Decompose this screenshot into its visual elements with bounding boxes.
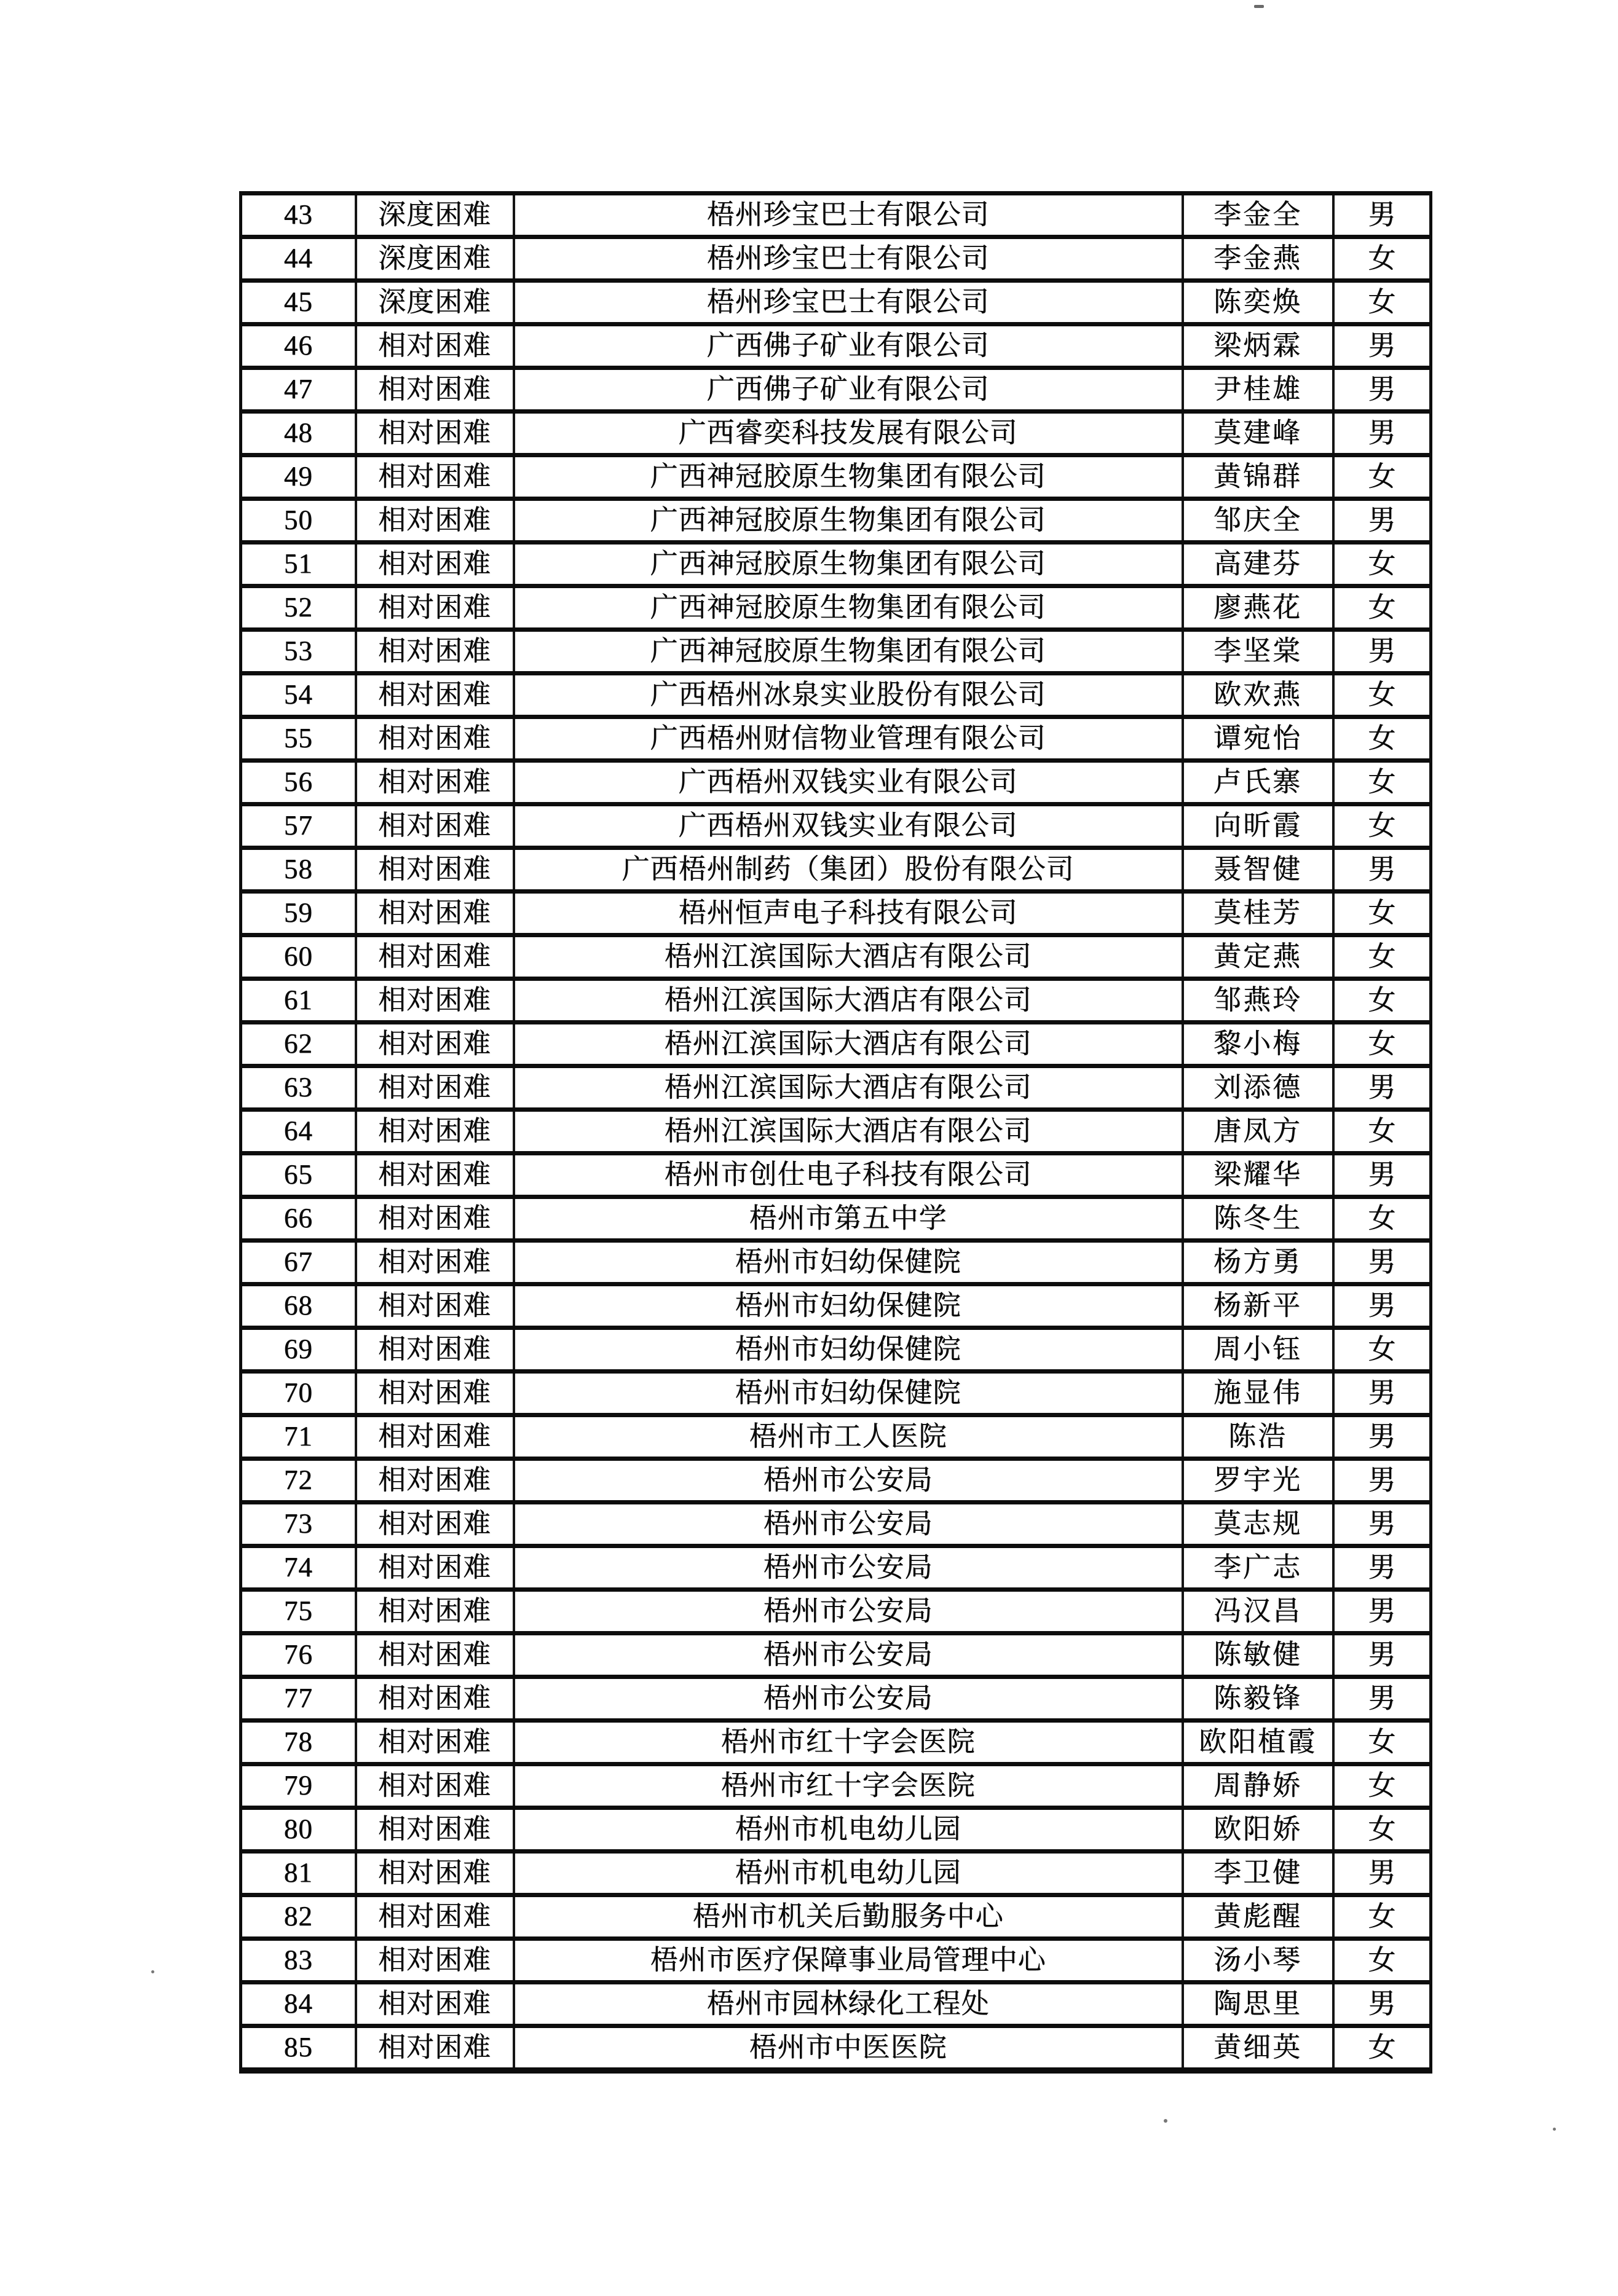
gender-cell: 女 (1333, 586, 1431, 630)
gender-cell: 男 (1333, 1590, 1431, 1634)
category-cell: 相对困难 (356, 1241, 514, 1284)
person-name-cell: 黄细英 (1183, 2026, 1333, 2071)
gender-cell: 女 (1333, 455, 1431, 499)
company-cell: 广西梧州冰泉实业股份有限公司 (514, 674, 1183, 717)
person-name-cell: 杨新平 (1183, 1284, 1333, 1328)
table-row (241, 455, 1431, 499)
company-cell: 广西神冠胶原生物集团有限公司 (514, 455, 1183, 499)
company-cell: 梧州市机关后勤服务中心 (514, 1895, 1183, 1939)
company-cell: 梧州市妇幼保健院 (514, 1372, 1183, 1415)
table-row (241, 1023, 1431, 1066)
row-number-cell: 79 (241, 1764, 356, 1808)
table-row (241, 1154, 1431, 1197)
table-row (241, 1677, 1431, 1721)
row-number-cell: 62 (241, 1023, 356, 1066)
category-cell: 相对困难 (356, 674, 514, 717)
category-cell: 相对困难 (356, 543, 514, 586)
category-cell: 相对困难 (356, 892, 514, 935)
company-cell: 广西神冠胶原生物集团有限公司 (514, 586, 1183, 630)
gender-cell: 女 (1333, 1764, 1431, 1808)
table-row (241, 368, 1431, 412)
gender-cell: 女 (1333, 2026, 1431, 2071)
scan-artifact-dot (151, 1970, 154, 1973)
company-cell: 梧州市医疗保障事业局管理中心 (514, 1939, 1183, 1983)
person-name-cell: 尹桂雄 (1183, 368, 1333, 412)
row-number-cell: 50 (241, 499, 356, 543)
gender-cell: 男 (1333, 630, 1431, 674)
person-name-cell: 黄彪醒 (1183, 1895, 1333, 1939)
person-name-cell: 欧阳植霞 (1183, 1721, 1333, 1764)
gender-cell: 女 (1333, 281, 1431, 324)
table-row (241, 1721, 1431, 1764)
gender-cell: 女 (1333, 892, 1431, 935)
person-name-cell: 黄锦群 (1183, 455, 1333, 499)
row-number-cell: 58 (241, 848, 356, 892)
gender-cell: 女 (1333, 804, 1431, 848)
gender-cell: 男 (1333, 1459, 1431, 1503)
roster-table-body (241, 194, 1431, 2071)
person-name-cell: 李广志 (1183, 1546, 1333, 1590)
person-name-cell: 谭宛怡 (1183, 717, 1333, 761)
row-number-cell: 54 (241, 674, 356, 717)
row-number-cell: 57 (241, 804, 356, 848)
gender-cell: 女 (1333, 935, 1431, 979)
category-cell: 相对困难 (356, 1634, 514, 1677)
table-row (241, 1066, 1431, 1110)
company-cell: 广西梧州财信物业管理有限公司 (514, 717, 1183, 761)
person-name-cell: 陈奕焕 (1183, 281, 1333, 324)
gender-cell: 女 (1333, 1023, 1431, 1066)
person-name-cell: 黄定燕 (1183, 935, 1333, 979)
gender-cell: 男 (1333, 848, 1431, 892)
category-cell: 深度困难 (356, 281, 514, 324)
row-number-cell: 45 (241, 281, 356, 324)
person-name-cell: 陈浩 (1183, 1415, 1333, 1459)
table-row (241, 1939, 1431, 1983)
gender-cell: 男 (1333, 1677, 1431, 1721)
category-cell: 相对困难 (356, 324, 514, 368)
company-cell: 梧州市妇幼保健院 (514, 1241, 1183, 1284)
company-cell: 广西神冠胶原生物集团有限公司 (514, 499, 1183, 543)
person-name-cell: 周静娇 (1183, 1764, 1333, 1808)
category-cell: 相对困难 (356, 499, 514, 543)
row-number-cell: 44 (241, 237, 356, 281)
gender-cell: 男 (1333, 412, 1431, 455)
row-number-cell: 68 (241, 1284, 356, 1328)
category-cell: 相对困难 (356, 1415, 514, 1459)
company-cell: 梧州江滨国际大酒店有限公司 (514, 1066, 1183, 1110)
category-cell: 相对困难 (356, 1852, 514, 1895)
company-cell: 梧州恒声电子科技有限公司 (514, 892, 1183, 935)
category-cell: 深度困难 (356, 194, 514, 237)
person-name-cell: 李金燕 (1183, 237, 1333, 281)
person-name-cell: 刘添德 (1183, 1066, 1333, 1110)
company-cell: 梧州市妇幼保健院 (514, 1328, 1183, 1372)
category-cell: 相对困难 (356, 1503, 514, 1546)
person-name-cell: 邹庆全 (1183, 499, 1333, 543)
category-cell: 相对困难 (356, 1284, 514, 1328)
company-cell: 梧州市公安局 (514, 1590, 1183, 1634)
table-row (241, 499, 1431, 543)
category-cell: 相对困难 (356, 455, 514, 499)
person-name-cell: 梁耀华 (1183, 1154, 1333, 1197)
company-cell: 广西梧州双钱实业有限公司 (514, 804, 1183, 848)
gender-cell: 女 (1333, 1939, 1431, 1983)
gender-cell: 男 (1333, 1415, 1431, 1459)
gender-cell: 女 (1333, 674, 1431, 717)
table-row (241, 543, 1431, 586)
gender-cell: 女 (1333, 1197, 1431, 1241)
gender-cell: 女 (1333, 979, 1431, 1023)
person-name-cell: 黎小梅 (1183, 1023, 1333, 1066)
table-row (241, 1241, 1431, 1284)
category-cell: 深度困难 (356, 237, 514, 281)
table-row (241, 892, 1431, 935)
row-number-cell: 72 (241, 1459, 356, 1503)
person-name-cell: 聂智健 (1183, 848, 1333, 892)
gender-cell: 男 (1333, 1983, 1431, 2026)
table-row (241, 1808, 1431, 1852)
person-name-cell: 罗宇光 (1183, 1459, 1333, 1503)
table-row (241, 1197, 1431, 1241)
category-cell: 相对困难 (356, 1154, 514, 1197)
category-cell: 相对困难 (356, 761, 514, 804)
row-number-cell: 75 (241, 1590, 356, 1634)
category-cell: 相对困难 (356, 1677, 514, 1721)
row-number-cell: 51 (241, 543, 356, 586)
row-number-cell: 80 (241, 1808, 356, 1852)
gender-cell: 男 (1333, 1372, 1431, 1415)
table-row (241, 1372, 1431, 1415)
company-cell: 广西梧州双钱实业有限公司 (514, 761, 1183, 804)
row-number-cell: 74 (241, 1546, 356, 1590)
person-name-cell: 陈敏健 (1183, 1634, 1333, 1677)
row-number-cell: 77 (241, 1677, 356, 1721)
person-name-cell: 邹燕玲 (1183, 979, 1333, 1023)
table-row (241, 1764, 1431, 1808)
person-name-cell: 陈冬生 (1183, 1197, 1333, 1241)
gender-cell: 女 (1333, 543, 1431, 586)
company-cell: 梧州市中医医院 (514, 2026, 1183, 2071)
gender-cell: 男 (1333, 194, 1431, 237)
category-cell: 相对困难 (356, 1546, 514, 1590)
person-name-cell: 莫建峰 (1183, 412, 1333, 455)
company-cell: 广西梧州制药（集团）股份有限公司 (514, 848, 1183, 892)
category-cell: 相对困难 (356, 368, 514, 412)
row-number-cell: 46 (241, 324, 356, 368)
table-row (241, 1503, 1431, 1546)
category-cell: 相对困难 (356, 1459, 514, 1503)
row-number-cell: 59 (241, 892, 356, 935)
gender-cell: 男 (1333, 1546, 1431, 1590)
category-cell: 相对困难 (356, 1721, 514, 1764)
person-name-cell: 李坚棠 (1183, 630, 1333, 674)
hardship-roster-table (239, 191, 1432, 2074)
person-name-cell: 卢氏寨 (1183, 761, 1333, 804)
category-cell: 相对困难 (356, 412, 514, 455)
gender-cell: 男 (1333, 1154, 1431, 1197)
category-cell: 相对困难 (356, 979, 514, 1023)
person-name-cell: 唐凤方 (1183, 1110, 1333, 1154)
person-name-cell: 欧阳娇 (1183, 1808, 1333, 1852)
person-name-cell: 欧欢燕 (1183, 674, 1333, 717)
person-name-cell: 向昕霞 (1183, 804, 1333, 848)
company-cell: 梧州市机电幼儿园 (514, 1852, 1183, 1895)
category-cell: 相对困难 (356, 804, 514, 848)
gender-cell: 男 (1333, 1852, 1431, 1895)
table-row (241, 237, 1431, 281)
company-cell: 梧州珍宝巴士有限公司 (514, 237, 1183, 281)
person-name-cell: 杨方勇 (1183, 1241, 1333, 1284)
row-number-cell: 84 (241, 1983, 356, 2026)
company-cell: 广西睿奕科技发展有限公司 (514, 412, 1183, 455)
gender-cell: 女 (1333, 1721, 1431, 1764)
person-name-cell: 李卫健 (1183, 1852, 1333, 1895)
company-cell: 梧州市工人医院 (514, 1415, 1183, 1459)
scan-artifact-dot (1553, 2128, 1556, 2131)
company-cell: 广西神冠胶原生物集团有限公司 (514, 543, 1183, 586)
person-name-cell: 冯汉昌 (1183, 1590, 1333, 1634)
table-row (241, 1852, 1431, 1895)
table-row (241, 979, 1431, 1023)
gender-cell: 男 (1333, 499, 1431, 543)
table-row (241, 1983, 1431, 2026)
gender-cell: 女 (1333, 1110, 1431, 1154)
row-number-cell: 85 (241, 2026, 356, 2071)
person-name-cell: 李金全 (1183, 194, 1333, 237)
category-cell: 相对困难 (356, 586, 514, 630)
category-cell: 相对困难 (356, 1808, 514, 1852)
company-cell: 梧州市机电幼儿园 (514, 1808, 1183, 1852)
table-row (241, 1459, 1431, 1503)
row-number-cell: 56 (241, 761, 356, 804)
category-cell: 相对困难 (356, 1895, 514, 1939)
company-cell: 梧州市园林绿化工程处 (514, 1983, 1183, 2026)
table-row (241, 1284, 1431, 1328)
gender-cell: 男 (1333, 1503, 1431, 1546)
table-row (241, 2026, 1431, 2071)
row-number-cell: 76 (241, 1634, 356, 1677)
company-cell: 广西佛子矿业有限公司 (514, 368, 1183, 412)
person-name-cell: 梁炳霖 (1183, 324, 1333, 368)
company-cell: 梧州市第五中学 (514, 1197, 1183, 1241)
table-row (241, 1328, 1431, 1372)
category-cell: 相对困难 (356, 1066, 514, 1110)
gender-cell: 女 (1333, 237, 1431, 281)
table-row (241, 412, 1431, 455)
table-row (241, 717, 1431, 761)
gender-cell: 女 (1333, 1808, 1431, 1852)
person-name-cell: 莫志规 (1183, 1503, 1333, 1546)
category-cell: 相对困难 (356, 848, 514, 892)
table-row (241, 1110, 1431, 1154)
row-number-cell: 49 (241, 455, 356, 499)
category-cell: 相对困难 (356, 1590, 514, 1634)
category-cell: 相对困难 (356, 2026, 514, 2071)
row-number-cell: 60 (241, 935, 356, 979)
table-row (241, 194, 1431, 237)
person-name-cell: 高建芬 (1183, 543, 1333, 586)
gender-cell: 女 (1333, 1895, 1431, 1939)
table-row (241, 804, 1431, 848)
row-number-cell: 64 (241, 1110, 356, 1154)
table-row (241, 1590, 1431, 1634)
company-cell: 梧州珍宝巴士有限公司 (514, 281, 1183, 324)
row-number-cell: 43 (241, 194, 356, 237)
company-cell: 梧州市公安局 (514, 1459, 1183, 1503)
company-cell: 梧州市红十字会医院 (514, 1764, 1183, 1808)
table-row (241, 630, 1431, 674)
row-number-cell: 65 (241, 1154, 356, 1197)
gender-cell: 男 (1333, 1066, 1431, 1110)
category-cell: 相对困难 (356, 1372, 514, 1415)
category-cell: 相对困难 (356, 1328, 514, 1372)
company-cell: 梧州江滨国际大酒店有限公司 (514, 1023, 1183, 1066)
person-name-cell: 陈毅锋 (1183, 1677, 1333, 1721)
table-row (241, 674, 1431, 717)
category-cell: 相对困难 (356, 1023, 514, 1066)
category-cell: 相对困难 (356, 630, 514, 674)
row-number-cell: 53 (241, 630, 356, 674)
table-row (241, 1415, 1431, 1459)
row-number-cell: 67 (241, 1241, 356, 1284)
person-name-cell: 莫桂芳 (1183, 892, 1333, 935)
row-number-cell: 71 (241, 1415, 356, 1459)
category-cell: 相对困难 (356, 1110, 514, 1154)
category-cell: 相对困难 (356, 935, 514, 979)
table-row (241, 1895, 1431, 1939)
table-row (241, 1546, 1431, 1590)
person-name-cell: 廖燕花 (1183, 586, 1333, 630)
gender-cell: 男 (1333, 1241, 1431, 1284)
table-row (241, 848, 1431, 892)
company-cell: 梧州市创仕电子科技有限公司 (514, 1154, 1183, 1197)
row-number-cell: 81 (241, 1852, 356, 1895)
table-row (241, 1634, 1431, 1677)
category-cell: 相对困难 (356, 1983, 514, 2026)
person-name-cell: 汤小琴 (1183, 1939, 1333, 1983)
company-cell: 广西佛子矿业有限公司 (514, 324, 1183, 368)
table-row (241, 935, 1431, 979)
row-number-cell: 78 (241, 1721, 356, 1764)
row-number-cell: 70 (241, 1372, 356, 1415)
category-cell: 相对困难 (356, 717, 514, 761)
company-cell: 梧州市公安局 (514, 1677, 1183, 1721)
gender-cell: 男 (1333, 368, 1431, 412)
row-number-cell: 52 (241, 586, 356, 630)
category-cell: 相对困难 (356, 1764, 514, 1808)
company-cell: 梧州市公安局 (514, 1546, 1183, 1590)
row-number-cell: 63 (241, 1066, 356, 1110)
table-row (241, 761, 1431, 804)
category-cell: 相对困难 (356, 1939, 514, 1983)
company-cell: 梧州珍宝巴士有限公司 (514, 194, 1183, 237)
scan-artifact-dash (1254, 5, 1264, 8)
scan-artifact-dot (1164, 2119, 1167, 2123)
company-cell: 梧州市公安局 (514, 1503, 1183, 1546)
row-number-cell: 55 (241, 717, 356, 761)
company-cell: 梧州市红十字会医院 (514, 1721, 1183, 1764)
table-row (241, 281, 1431, 324)
gender-cell: 男 (1333, 1634, 1431, 1677)
company-cell: 广西神冠胶原生物集团有限公司 (514, 630, 1183, 674)
company-cell: 梧州江滨国际大酒店有限公司 (514, 935, 1183, 979)
company-cell: 梧州江滨国际大酒店有限公司 (514, 979, 1183, 1023)
row-number-cell: 66 (241, 1197, 356, 1241)
row-number-cell: 61 (241, 979, 356, 1023)
gender-cell: 女 (1333, 1328, 1431, 1372)
row-number-cell: 82 (241, 1895, 356, 1939)
company-cell: 梧州市妇幼保健院 (514, 1284, 1183, 1328)
table-row (241, 586, 1431, 630)
person-name-cell: 周小钰 (1183, 1328, 1333, 1372)
company-cell: 梧州江滨国际大酒店有限公司 (514, 1110, 1183, 1154)
row-number-cell: 69 (241, 1328, 356, 1372)
person-name-cell: 陶思里 (1183, 1983, 1333, 2026)
row-number-cell: 48 (241, 412, 356, 455)
row-number-cell: 47 (241, 368, 356, 412)
row-number-cell: 83 (241, 1939, 356, 1983)
category-cell: 相对困难 (356, 1197, 514, 1241)
gender-cell: 男 (1333, 324, 1431, 368)
gender-cell: 女 (1333, 717, 1431, 761)
table-row (241, 324, 1431, 368)
row-number-cell: 73 (241, 1503, 356, 1546)
gender-cell: 女 (1333, 761, 1431, 804)
gender-cell: 男 (1333, 1284, 1431, 1328)
company-cell: 梧州市公安局 (514, 1634, 1183, 1677)
person-name-cell: 施显伟 (1183, 1372, 1333, 1415)
